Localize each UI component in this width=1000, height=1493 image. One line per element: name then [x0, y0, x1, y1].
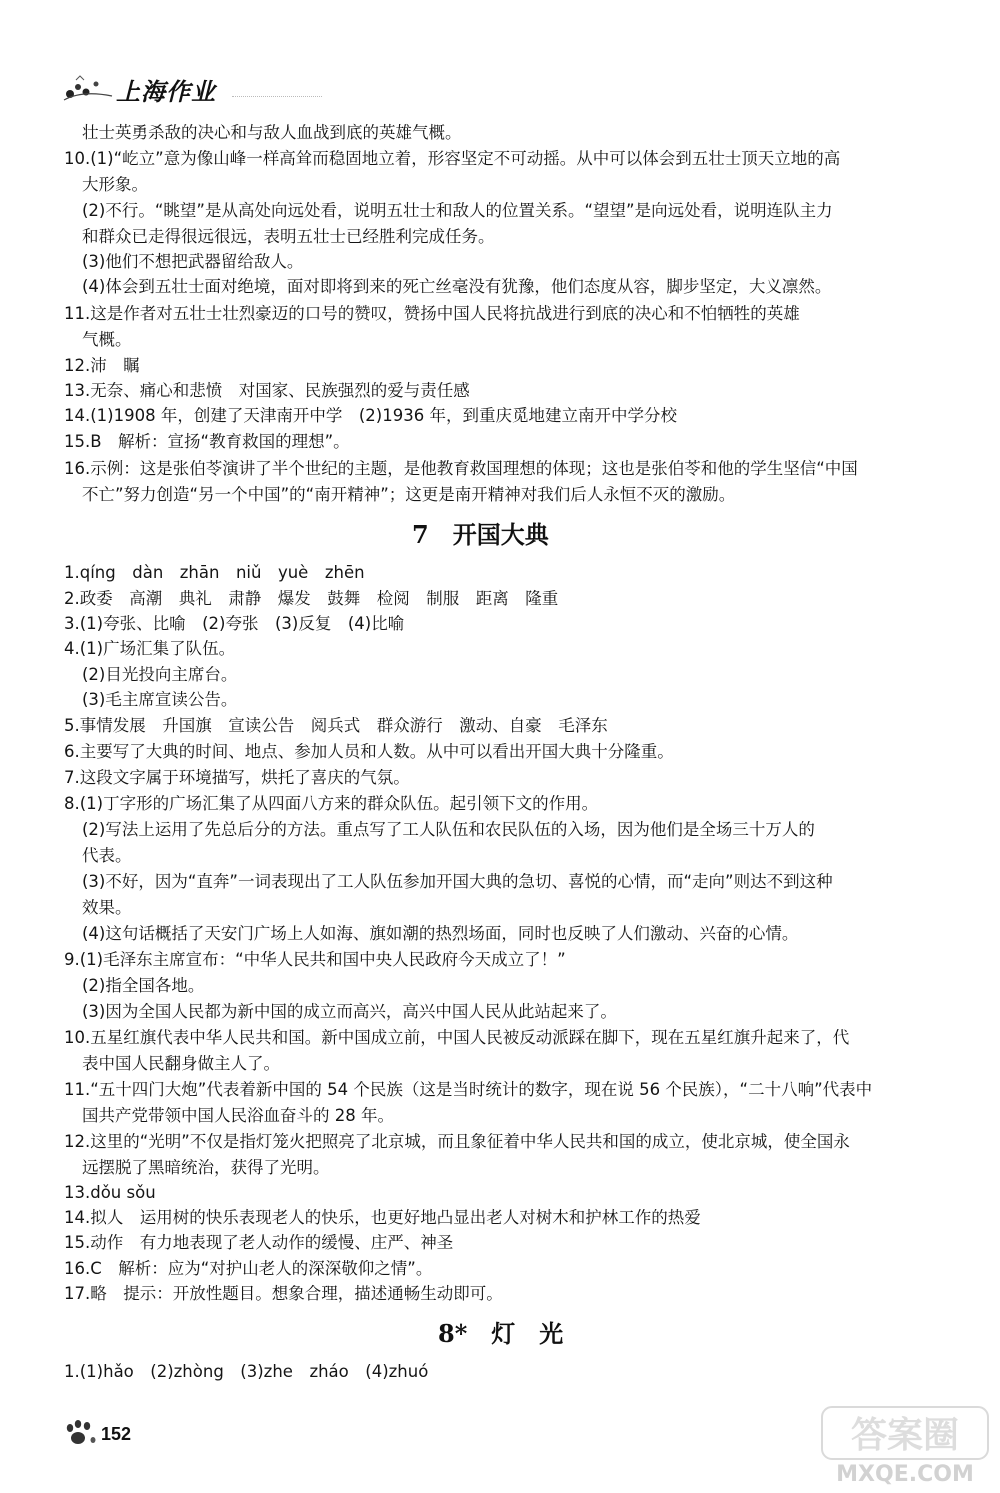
- answer-line: 和群众已走得很远很远，表明五壮士已经胜利完成任务。: [82, 227, 495, 246]
- answer-line: (2)写法上运用了先总后分的方法。重点写了工人队伍和农民队伍的入场，因为他们是全场三十万人的: [82, 820, 815, 839]
- answer-line: 4.(1)广场汇集了队伍。: [64, 639, 236, 658]
- answer-line: (3)因为全国人民都为新中国的成立而高兴，高兴中国人民从此站起来了。: [82, 1002, 617, 1021]
- answer-line: 国共产党带领中国人民浴血奋斗的 28 年。: [82, 1106, 394, 1125]
- header-title: 上海作业: [116, 77, 216, 106]
- answer-line: (3)毛主席宣读公告。: [82, 690, 238, 709]
- answer-line: 大形象。: [82, 175, 148, 194]
- answer-line: 14.(1)1908 年，创建了天津南开中学 (2)1936 年，到重庆觅地建立南开中学分校: [64, 406, 677, 425]
- answer-line: 7.这段文字属于环境描写，烘托了喜庆的气氛。: [64, 768, 410, 787]
- paw-print-icon: [62, 1418, 100, 1448]
- answer-line: (2)指全国各地。: [82, 976, 205, 995]
- answer-line: 气概。: [82, 330, 132, 349]
- answer-line: 壮士英勇杀敌的决心和与敌人血战到底的英雄气概。: [82, 123, 462, 142]
- answer-line: (4)这句话概括了天安门广场上人如海、旗如潮的热烈场面，同时也反映了人们激动、兴奋的心情。: [82, 924, 799, 943]
- answer-line: 远摆脱了黑暗统治，获得了光明。: [82, 1158, 330, 1177]
- answer-line: 不亡”努力创造“另一个中国”的“南开精神”；这更是南开精神对我们后人永恒不灭的激励。: [82, 485, 736, 504]
- answer-line: 13.无奈、痛心和悲愤 对国家、民族强烈的爱与责任感: [64, 381, 470, 400]
- answer-line: 16.示例：这是张伯苓演讲了半个世纪的主题，是他教育救国理想的体现；这也是张伯苓和他的学生坚信“中国: [64, 459, 858, 478]
- answer-line: (3)他们不想把武器留给敌人。: [82, 252, 304, 271]
- svg-text:答案圈: 答案圈: [850, 1415, 960, 1456]
- answer-line: 6.主要写了大典的时间、地点、参加人员和人数。从中可以看出开国大典十分隆重。: [64, 742, 674, 761]
- answer-line: 12.这里的“光明”不仅是指灯笼火把照亮了北京城，而且象征着中华人民共和国的成立，使北京城，使全国永: [64, 1132, 850, 1151]
- answer-line: 1.(1)hǎo (2)zhòng (3)zhe zháo (4)zhuó: [64, 1362, 429, 1381]
- answer-line: 5.事情发展 升国旗 宣读公告 阅兵式 群众游行 激动、自豪 毛泽东: [64, 716, 608, 735]
- watermark-logo-icon: [816, 1405, 996, 1489]
- answer-line: 16.C 解析：应为“对护山老人的深深敬仰之情”。: [64, 1259, 433, 1278]
- answer-line: (4)体会到五壮士面对绝境，面对即将到来的死亡丝毫没有犹豫，他们态度从容，脚步坚定，大义凛然。: [82, 277, 832, 296]
- answer-line: 表中国人民翻身做主人了。: [82, 1054, 280, 1073]
- watermark: [816, 1405, 996, 1489]
- answer-line: 代表。: [82, 846, 132, 865]
- section-heading-7: 7 开国大典: [412, 520, 549, 549]
- answer-line: 2.政委 高潮 典礼 肃静 爆发 鼓舞 检阅 制服 距离 隆重: [64, 589, 559, 608]
- answer-line: 11.这是作者对五壮士壮烈豪迈的口号的赞叹，赞扬中国人民将抗战进行到底的决心和不怕牺牲的英雄: [64, 304, 800, 323]
- page-number: 152: [101, 1424, 132, 1444]
- answer-line: 15.B 解析：宣扬“教育救国的理想”。: [64, 432, 350, 451]
- answer-line: 9.(1)毛泽东主席宣布：“中华人民共和国中央人民政府今天成立了！”: [64, 950, 566, 969]
- answer-line: 10.(1)“屹立”意为像山峰一样高耸而稳固地立着，形容坚定不可动摇。从中可以体会到五壮士顶天立地的高: [64, 149, 841, 168]
- answer-line: 效果。: [82, 898, 132, 917]
- section-heading-8: 8* 灯 光: [438, 1319, 564, 1348]
- answer-line: (3)不好，因为“直奔”一词表现出了工人队伍参加开国大典的急切、喜悦的心情，而“走向”则达不到这种: [82, 872, 833, 891]
- answer-line: (2)不行。“眺望”是从高处向远处看，说明五壮士和敌人的位置关系。“望望”是向远处看，说明连队主力: [82, 201, 833, 220]
- answer-line: 12.沛 瞩: [64, 356, 140, 375]
- answer-line: 8.(1)丁字形的广场汇集了从四面八方来的群众队伍。起引领下文的作用。: [64, 794, 599, 813]
- answer-line: 17.略 提示：开放性题目。想象合理，描述通畅生动即可。: [64, 1284, 503, 1303]
- answer-line: 15.动作 有力地表现了老人动作的缓慢、庄严、神圣: [64, 1233, 454, 1252]
- answer-line: 3.(1)夸张、比喻 (2)夸张 (3)反复 (4)比喻: [64, 614, 405, 633]
- answer-line: 11.“五十四门大炮”代表着新中国的 54 个民族（这是当时统计的数字，现在说 56 个民族），“二十八响”代表中: [64, 1080, 873, 1099]
- answer-line: 13.dǒu sǒu: [64, 1183, 156, 1202]
- answer-line: 10.五星红旗代表中华人民共和国。新中国成立前，中国人民被反动派踩在脚下，现在五星红旗升起来了，代: [64, 1028, 850, 1047]
- answer-line: 14.拟人 运用树的快乐表现老人的快乐，也更好地凸显出老人对树木和护林工作的热爱: [64, 1208, 701, 1227]
- watermark-site: MXQE.COM: [836, 1462, 974, 1487]
- answer-line: 1.qíng dàn zhān niǔ yuè zhēn: [64, 563, 365, 582]
- answer-line: (2)目光投向主席台。: [82, 665, 238, 684]
